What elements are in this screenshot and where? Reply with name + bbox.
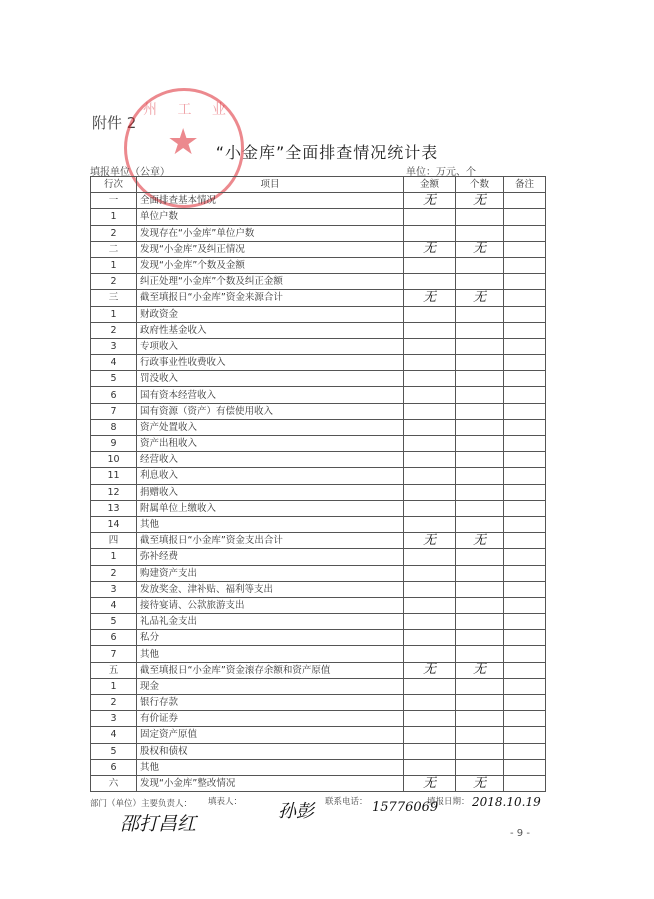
amount-cell [404,727,456,743]
amount-cell [404,565,456,581]
note-cell [504,306,546,322]
row-number-cell: 1 [91,549,137,565]
table-row [91,225,546,241]
item-cell: 其他 [137,516,404,532]
table-row [91,419,546,435]
note-cell [504,452,546,468]
row-number-cell: 6 [91,630,137,646]
units-label: 单位：万元、个 [406,167,476,178]
count-cell: 无 [456,241,504,257]
table-row [91,678,546,694]
row-number-cell: 2 [91,225,137,241]
item-cell: 全面排查基本情况 [137,193,404,209]
note-cell [504,549,546,565]
table-row [91,743,546,759]
filler-signature: 孙彭 [278,801,314,822]
table-row [91,484,546,500]
row-number-cell: 13 [91,500,137,516]
item-cell: 固定资产原值 [137,727,404,743]
item-cell: 政府性基金收入 [137,322,404,338]
count-cell: 无 [456,662,504,678]
row-number-cell: 12 [91,484,137,500]
item-cell: 发放奖金、津补贴、福利等支出 [137,581,404,597]
row-number-cell: 3 [91,711,137,727]
amount-cell [404,419,456,435]
amount-cell [404,209,456,225]
table-row [91,759,546,775]
note-cell [504,646,546,662]
note-cell [504,678,546,694]
item-cell: 接待宴请、公款旅游支出 [137,597,404,613]
table-row [91,436,546,452]
table-row [91,274,546,290]
item-cell: 捐赠收入 [137,484,404,500]
row-number-cell: 一 [91,193,137,209]
amount-cell [404,646,456,662]
amount-cell [404,403,456,419]
item-cell: 发现“小金库”及纠正情况 [137,241,404,257]
amount-cell [404,743,456,759]
count-cell [456,436,504,452]
page-title: “小金库”全面排查情况统计表 [215,143,439,162]
item-cell: 国有资本经营收入 [137,387,404,403]
count-cell [456,727,504,743]
table-row [91,257,546,273]
table-row [91,355,546,371]
col-header-count: 个数 [456,177,504,193]
amount-cell [404,371,456,387]
note-cell [504,565,546,581]
count-cell [456,565,504,581]
item-cell: 专项收入 [137,338,404,354]
row-number-cell: 5 [91,614,137,630]
item-cell: 股权和债权 [137,743,404,759]
item-cell: 现金 [137,678,404,694]
row-number-cell: 4 [91,597,137,613]
count-cell [456,322,504,338]
row-number-cell: 3 [91,338,137,354]
note-cell [504,711,546,727]
amount-cell [404,711,456,727]
item-cell: 经营收入 [137,452,404,468]
amount-cell: 无 [404,775,456,791]
row-number-cell: 1 [91,678,137,694]
count-cell [456,452,504,468]
amount-cell: 无 [404,241,456,257]
col-header-amount: 金额 [404,177,456,193]
count-cell [456,614,504,630]
row-number-cell: 10 [91,452,137,468]
table-body [91,193,546,792]
count-cell [456,516,504,532]
note-cell [504,727,546,743]
count-cell [456,484,504,500]
filler-label: 填表人： [208,797,243,807]
note-cell [504,516,546,532]
table-row [91,306,546,322]
note-cell [504,436,546,452]
amount-cell: 无 [404,662,456,678]
amount-cell [404,338,456,354]
amount-cell [404,695,456,711]
table-row [91,581,546,597]
amount-cell [404,355,456,371]
item-cell: 国有资源（资产）有偿使用收入 [137,403,404,419]
row-number-cell: 1 [91,257,137,273]
amount-cell [404,274,456,290]
item-cell: 资产处置收入 [137,419,404,435]
count-cell [456,257,504,273]
row-number-cell: 9 [91,436,137,452]
amount-cell [404,581,456,597]
item-cell: 其他 [137,646,404,662]
note-cell [504,371,546,387]
table-row [91,193,546,209]
row-number-cell: 6 [91,759,137,775]
note-cell [504,193,546,209]
note-cell [504,225,546,241]
row-number-cell: 7 [91,403,137,419]
amount-cell [404,468,456,484]
note-cell [504,484,546,500]
row-number-cell: 4 [91,727,137,743]
row-number-cell: 11 [91,468,137,484]
amount-cell [404,387,456,403]
table-row [91,452,546,468]
item-cell: 资产出租收入 [137,436,404,452]
count-cell: 无 [456,290,504,306]
table-row [91,533,546,549]
amount-cell [404,436,456,452]
table-row [91,775,546,791]
table-row [91,727,546,743]
count-cell [456,403,504,419]
amount-cell [404,306,456,322]
phone-value: 15776069 [372,800,439,815]
count-cell [456,597,504,613]
row-number-cell: 14 [91,516,137,532]
col-header-row-no: 行次 [91,177,137,193]
item-cell: 利息收入 [137,468,404,484]
fill-unit-label: 填报单位（公章） [90,167,170,178]
table-row [91,597,546,613]
count-cell [456,274,504,290]
table-row [91,630,546,646]
note-cell [504,257,546,273]
table-row [91,695,546,711]
row-number-cell: 6 [91,387,137,403]
table-row [91,338,546,354]
row-number-cell: 4 [91,355,137,371]
note-cell [504,500,546,516]
table-row [91,290,546,306]
count-cell: 无 [456,775,504,791]
amount-cell [404,322,456,338]
count-cell [456,581,504,597]
row-number-cell: 1 [91,306,137,322]
note-cell [504,322,546,338]
table-row [91,241,546,257]
phone-label: 联系电话： [325,797,368,807]
amount-cell [404,484,456,500]
note-cell [504,775,546,791]
item-cell: 行政事业性收费收入 [137,355,404,371]
note-cell [504,355,546,371]
col-header-note: 备注 [504,177,546,193]
note-cell [504,209,546,225]
page-number: - 9 - [510,828,530,839]
table-row [91,614,546,630]
amount-cell [404,500,456,516]
amount-cell [404,549,456,565]
note-cell [504,290,546,306]
item-cell: 财政资金 [137,306,404,322]
table-row [91,565,546,581]
table-row [91,468,546,484]
count-cell [456,678,504,694]
seal-text: 州 工 业 [143,102,234,118]
item-cell: 罚没收入 [137,371,404,387]
note-cell [504,597,546,613]
table-row [91,549,546,565]
table-row [91,646,546,662]
note-cell [504,387,546,403]
count-cell [456,630,504,646]
note-cell [504,581,546,597]
count-cell [456,646,504,662]
date-value: 2018.10.19 [472,795,541,809]
amount-cell: 无 [404,533,456,549]
row-number-cell: 8 [91,419,137,435]
count-cell [456,711,504,727]
row-number-cell: 7 [91,646,137,662]
item-cell: 截至填报日“小金库”资金支出合计 [137,533,404,549]
amount-cell [404,630,456,646]
row-number-cell: 2 [91,565,137,581]
item-cell: 截至填报日“小金库”资金来源合计 [137,290,404,306]
item-cell: 纠正处理“小金库”个数及纠正金额 [137,274,404,290]
item-cell: 发现“小金库”个数及金额 [137,257,404,273]
row-number-cell: 三 [91,290,137,306]
amount-cell [404,225,456,241]
row-number-cell: 2 [91,274,137,290]
amount-cell [404,516,456,532]
table-header-row [91,177,546,193]
amount-cell [404,759,456,775]
attachment-label: 附件 2 [92,114,137,132]
table-row [91,387,546,403]
note-cell [504,338,546,354]
row-number-cell: 5 [91,743,137,759]
row-number-cell: 5 [91,371,137,387]
note-cell [504,468,546,484]
amount-cell: 无 [404,193,456,209]
item-cell: 礼品礼金支出 [137,614,404,630]
count-cell [456,209,504,225]
statistics-table [90,176,546,792]
note-cell [504,630,546,646]
amount-cell [404,678,456,694]
row-number-cell: 五 [91,662,137,678]
count-cell [456,743,504,759]
table-row [91,662,546,678]
row-number-cell: 2 [91,695,137,711]
table-row [91,322,546,338]
row-number-cell: 四 [91,533,137,549]
count-cell [456,387,504,403]
count-cell [456,306,504,322]
item-cell: 银行存款 [137,695,404,711]
row-number-cell: 2 [91,322,137,338]
count-cell [456,759,504,775]
count-cell [456,695,504,711]
note-cell [504,419,546,435]
item-cell: 发现“小金库”整改情况 [137,775,404,791]
row-number-cell: 六 [91,775,137,791]
table-row [91,403,546,419]
item-cell: 单位户数 [137,209,404,225]
col-header-item: 项目 [137,177,404,193]
amount-cell [404,452,456,468]
seal-star-icon: ★ [167,122,200,163]
amount-cell: 无 [404,290,456,306]
dept-head-label: 部门（单位）主要负责人： [90,799,193,809]
note-cell [504,533,546,549]
dept-head-signature: 邵打昌红 [120,813,197,835]
count-cell [456,355,504,371]
item-cell: 截至填报日“小金库”资金滚存余额和资产原值 [137,662,404,678]
item-cell: 发现存在“小金库”单位户数 [137,225,404,241]
amount-cell [404,257,456,273]
count-cell [456,225,504,241]
amount-cell [404,597,456,613]
note-cell [504,241,546,257]
item-cell: 私分 [137,630,404,646]
note-cell [504,759,546,775]
row-number-cell: 1 [91,209,137,225]
table-row [91,371,546,387]
note-cell [504,274,546,290]
table-row [91,516,546,532]
row-number-cell: 二 [91,241,137,257]
table-row [91,209,546,225]
item-cell: 附属单位上缴收入 [137,500,404,516]
count-cell: 无 [456,533,504,549]
item-cell: 弥补经费 [137,549,404,565]
note-cell [504,695,546,711]
note-cell [504,662,546,678]
table-row [91,711,546,727]
count-cell: 无 [456,193,504,209]
row-number-cell: 3 [91,581,137,597]
note-cell [504,614,546,630]
item-cell: 其他 [137,759,404,775]
count-cell [456,419,504,435]
count-cell [456,338,504,354]
count-cell [456,371,504,387]
note-cell [504,743,546,759]
amount-cell [404,614,456,630]
note-cell [504,403,546,419]
table-row [91,500,546,516]
date-label: 填报日期： [427,797,470,807]
item-cell: 有价证券 [137,711,404,727]
count-cell [456,549,504,565]
count-cell [456,468,504,484]
item-cell: 购建资产支出 [137,565,404,581]
count-cell [456,500,504,516]
